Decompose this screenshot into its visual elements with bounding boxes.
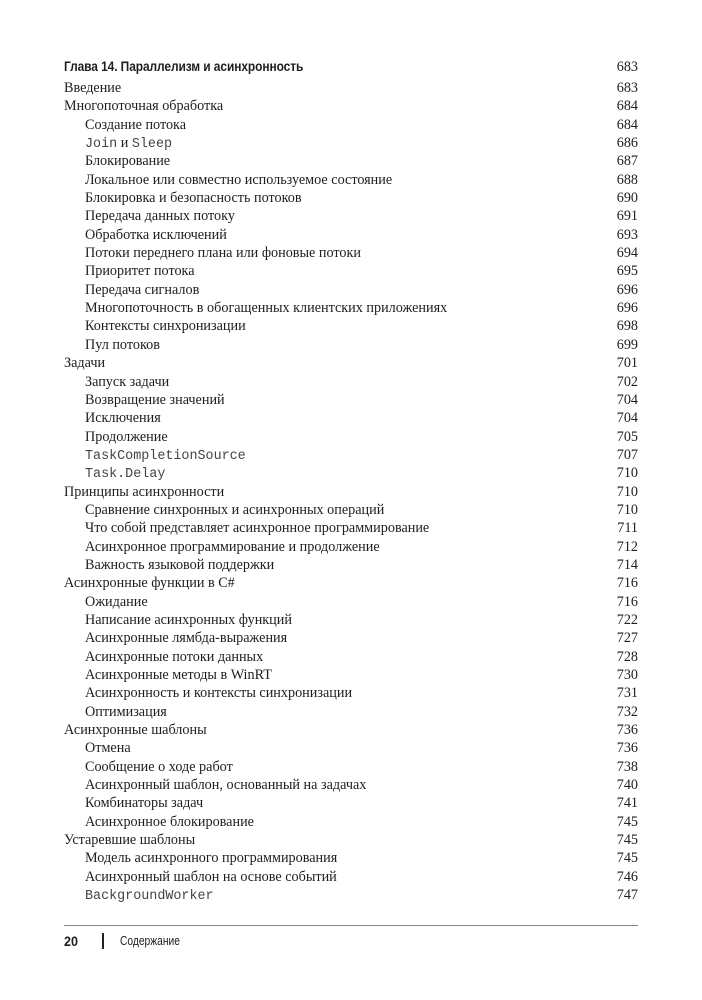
entry-page-number: 684 [616,116,638,133]
entry-title [85,189,302,207]
toc-subsection-entry [64,336,638,354]
toc-section-entry [64,97,638,115]
toc-subsection-entry [64,134,638,152]
entry-text: Написание асинхронных функций [85,611,292,628]
entry-text: Модель асинхронного программирования [85,850,338,867]
entry-title [85,703,167,721]
chapter-heading [64,57,638,77]
entry-page-number: 730 [616,667,638,683]
entry-page-number: 745 [616,813,638,830]
entry-page-number: 716 [616,575,638,592]
entry-page-number: 741 [616,795,638,812]
entry-text: Обработка исключений [85,226,227,243]
entry-title [64,831,195,849]
entry-page-number: 695 [616,263,638,280]
entry-title [85,501,384,519]
entry-page-number: 711 [617,520,638,537]
toc-subsection-entry [64,244,638,262]
footer-separator-bar [102,933,104,949]
entry-text: Контексты синхронизации [85,318,246,335]
entry-page-number: 731 [616,685,638,702]
toc-subsection-entry [64,776,638,794]
entry-text: Продолжение [85,428,168,445]
entry-text: Потоки переднего плана или фоновые потоки [85,245,361,262]
entry-text: Многопоточность в обогащенных клиентских приложениях [85,300,448,317]
entry-text: Приоритет потока [85,263,195,280]
entry-text: Оптимизация [85,703,167,720]
toc-subsection-entry [64,171,638,189]
entry-text: Асинхронные методы в WinRT [85,667,272,683]
entry-text: Многопоточная обработка [64,98,224,115]
entry-text: Асинхронный шаблон, основанный на задачах [85,777,367,794]
entry-title [85,336,160,354]
entry-title [85,758,233,776]
entry-text: Возвращение значений [85,391,225,408]
entry-page-number: 702 [616,373,638,390]
entry-code-text: BackgroundWorker [85,889,214,905]
entry-text: Асинхронность и контексты синхронизации [85,685,353,702]
entry-title [64,354,105,372]
entry-text: Отмена [85,740,131,757]
toc-subsection-entry [64,409,638,427]
entry-text: Создание потока [85,116,187,133]
entry-page-number: 694 [616,245,638,262]
entry-code-text: Sleep [131,137,173,153]
toc-subsection-entry [64,464,638,482]
entry-title [85,373,169,391]
toc-subsection-entry [64,593,638,611]
toc-subsection-entry [64,538,638,556]
toc-subsection-entry [64,501,638,519]
entry-page-number: 704 [616,410,638,427]
entry-text: Асинхронные шаблоны [64,722,207,739]
toc-subsection-entry [64,648,638,666]
entry-text: Устаревшие шаблоны [64,832,196,849]
toc-subsection-entry [64,446,638,464]
entry-title [64,574,235,592]
entry-text: Асинхронный шаблон на основе событий [85,868,337,885]
entry-page-number: 710 [616,483,638,500]
entry-title [85,556,274,574]
entry-text: Передача данных потоку [85,208,235,225]
entry-text: Блокирование [85,153,171,170]
toc-subsection-entry [64,886,638,904]
toc-subsection-entry [64,207,638,225]
entry-page-number: 745 [616,850,638,867]
toc-entries [64,79,638,904]
entry-page-number: 683 [616,80,638,96]
entry-title [85,281,199,299]
entry-text: Передача сигналов [85,281,200,298]
footer-divider [64,925,638,926]
entry-page-number: 687 [616,153,638,170]
entry-page-number: 736 [616,740,638,757]
entry-page-number: 696 [616,281,638,298]
entry-page-number: 727 [616,630,638,647]
chapter-title: Глава 14. Параллелизм и асинхронность [64,59,304,74]
entry-title [85,611,292,629]
entry-title [85,152,170,170]
entry-page-number: 714 [616,556,638,573]
entry-page-number: 736 [616,722,638,739]
toc-subsection-entry [64,813,638,831]
entry-page-number: 690 [616,190,638,207]
toc-subsection-entry [64,684,638,702]
entry-text: Введение [64,80,122,96]
entry-text: Асинхронное программирование и продолжение [85,538,380,555]
entry-page-number: 698 [616,318,638,335]
entry-title [85,317,246,335]
entry-text: Важность языковой поддержки [85,556,275,573]
entry-title [85,776,366,794]
entry-page-number: 705 [616,428,638,445]
entry-title [85,666,272,684]
entry-text: Запуск задачи [85,373,170,390]
toc-subsection-entry [64,703,638,721]
entry-text: Что собой представляет асинхронное программирование [85,520,430,537]
entry-code-text: Join [85,137,118,153]
entry-title [85,134,172,154]
toc-subsection-entry [64,428,638,446]
entry-text: Комбинаторы задач [85,795,204,812]
toc-subsection-entry [64,281,638,299]
entry-page-number: 686 [616,135,638,152]
entry-page-number: 728 [616,648,638,665]
entry-text: Ожидание [85,593,148,610]
entry-page-number: 691 [616,208,638,225]
entry-title [85,538,380,556]
entry-title [85,409,161,427]
entry-page-number: 712 [616,538,638,555]
entry-page-number: 710 [616,465,638,482]
entry-title [85,446,246,466]
toc-subsection-entry [64,739,638,757]
toc-subsection-entry [64,317,638,335]
entry-page-number: 746 [616,868,638,885]
entry-title [85,464,165,484]
entry-title [85,299,447,317]
entry-text: Сообщение о ходе работ [85,758,233,775]
entry-title [85,207,235,225]
entry-text: Блокировка и безопасность потоков [85,190,302,207]
entry-text: Задачи [64,355,106,372]
entry-title [85,593,148,611]
entry-text: Локальное или совместно используемое состояние [85,171,393,188]
entry-text: и [117,135,132,152]
footer-section-label: Содержание [119,934,180,948]
entry-code-text: Task.Delay [85,467,166,483]
entry-text: Асинхронное блокирование [85,813,254,830]
toc-section-entry [64,483,638,501]
entry-page-number: 699 [616,336,638,353]
entry-page-number: 688 [616,171,638,188]
entry-title [85,226,227,244]
entry-page-number: 704 [616,391,638,408]
entry-page-number: 745 [616,832,638,849]
toc-subsection-entry [64,849,638,867]
entry-title [85,849,337,867]
entry-title [85,813,254,831]
toc-subsection-entry [64,666,638,684]
entry-text: Исключения [85,410,161,427]
entry-text: Асинхронные лямбда-выражения [85,630,288,647]
entry-title [64,79,121,97]
entry-page-number: 693 [616,226,638,243]
toc-subsection-entry [64,868,638,886]
entry-text: Сравнение синхронных и асинхронных операций [85,501,385,518]
entry-title [85,684,352,702]
toc-subsection-entry [64,189,638,207]
toc-subsection-entry [64,611,638,629]
entry-page-number: 732 [616,703,638,720]
toc-subsection-entry [64,794,638,812]
entry-title [64,721,207,739]
entry-title [85,629,287,647]
toc-subsection-entry [64,262,638,280]
toc-section-entry [64,721,638,739]
entry-text: Асинхронные потоки данных [85,648,264,665]
entry-title [85,794,203,812]
entry-title [85,244,361,262]
entry-title [85,648,263,666]
toc-section-entry [64,831,638,849]
entry-title [85,262,195,280]
entry-title [85,739,131,757]
toc-subsection-entry [64,152,638,170]
entry-title [64,97,223,115]
toc-subsection-entry [64,226,638,244]
entry-title [85,428,168,446]
entry-page-number: 696 [616,300,638,317]
footer-page-number: 20 [64,933,79,949]
chapter-page-number: 683 [616,59,638,75]
toc-subsection-entry [64,758,638,776]
toc-section-entry [64,574,638,592]
table-of-contents [64,57,638,904]
entry-page-number: 684 [616,98,638,115]
toc-subsection-entry [64,519,638,537]
toc-subsection-entry [64,391,638,409]
toc-section-entry [64,79,638,97]
toc-subsection-entry [64,556,638,574]
entry-page-number: 740 [616,777,638,794]
entry-page-number: 722 [616,611,638,628]
entry-text: Пул потоков [85,336,160,353]
entry-text: Принципы асинхронности [64,483,225,500]
entry-code-text: TaskCompletionSource [85,448,246,464]
toc-subsection-entry [64,629,638,647]
entry-title [85,886,214,906]
toc-section-entry [64,354,638,372]
entry-title [85,391,225,409]
toc-subsection-entry [64,116,638,134]
entry-page-number: 716 [616,593,638,610]
toc-subsection-entry [64,373,638,391]
entry-page-number: 710 [616,501,638,518]
entry-title [85,519,429,537]
page-footer [64,931,193,951]
toc-subsection-entry [64,299,638,317]
entry-title [85,116,186,134]
entry-page-number: 707 [616,446,638,463]
entry-page-number: 701 [616,355,638,372]
entry-title [85,171,392,189]
entry-text: Асинхронные функции в C# [64,575,235,592]
entry-page-number: 747 [616,887,638,904]
entry-title [64,483,224,501]
entry-page-number: 738 [616,758,638,775]
entry-title [85,868,337,886]
